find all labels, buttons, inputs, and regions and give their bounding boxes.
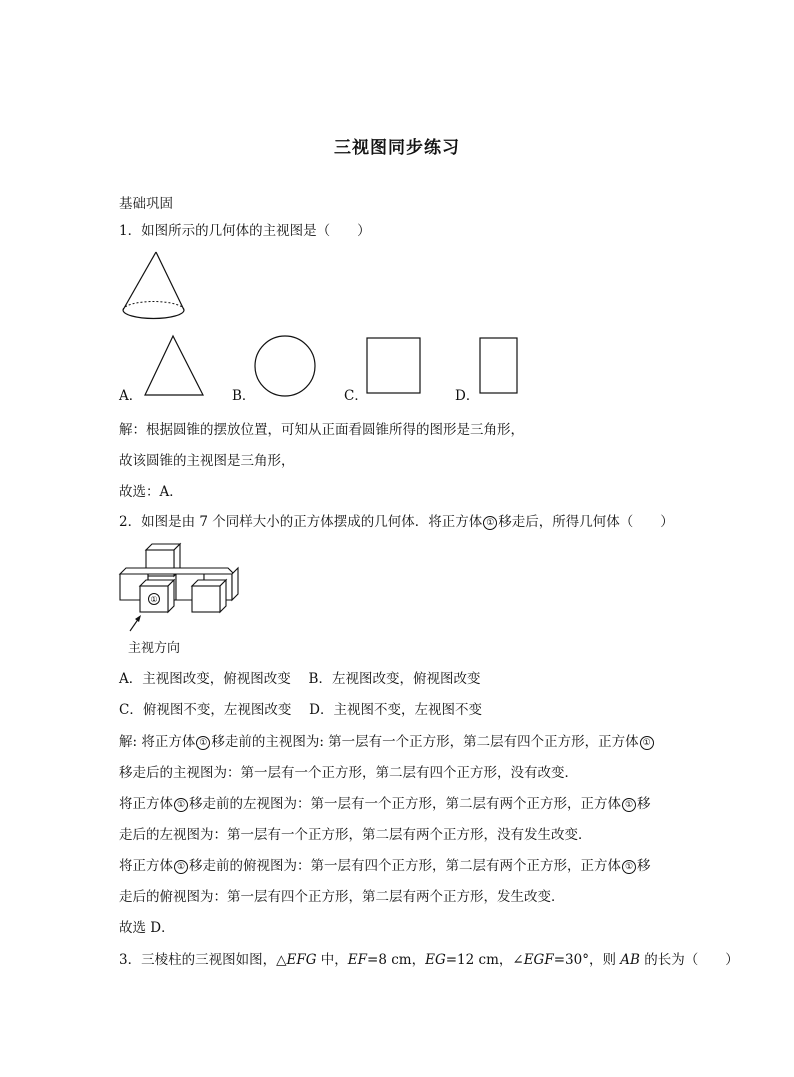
q3-stem: 3．三棱柱的三视图如图，△EFG 中，EF=8 cm，EG=12 cm，∠EGF=30°，则 AB 的长为（ ） xyxy=(119,952,739,968)
q2-solution-line-1: 解: 将正方体 ① 移走前的主视图为: 第一层有一个正方形，第二层有四个正方形，正方体 ① xyxy=(119,730,655,750)
q2-solution-line-7: 故选 D． xyxy=(119,920,175,936)
cube-one-marker: ① xyxy=(483,516,497,530)
q2-stem: 2．如图是由 7 个同样大小的正方体摆成的几何体．将正方体 ① 移走后，所得几何体（ ） xyxy=(119,514,674,530)
q1-solution-line-2: 故该圆锥的主视图是三角形， xyxy=(119,453,295,469)
q1-option-d: D． xyxy=(455,388,480,404)
q2-solution-line-4: 走后的左视图为：第一层有一个正方形，第二层有两个正方形，没有发生改变． xyxy=(119,827,592,843)
q1-option-b: B． xyxy=(232,388,256,404)
cube-one-label: ① xyxy=(150,595,158,604)
triangle-option-figure xyxy=(143,333,205,397)
q2-solution-line-2: 移走后的主视图为：第一层有一个正方形，第二层有四个正方形，没有改变． xyxy=(119,765,578,781)
circle-option-figure xyxy=(254,335,318,399)
square-option-figure xyxy=(366,337,422,395)
q1-stem: 1．如图所示的几何体的主视图是（ ） xyxy=(119,223,371,239)
q2-options-line-1: A．主视图改变，俯视图改变 B．左视图改变，俯视图改变 xyxy=(119,671,481,687)
q1-solution-line-1: 解：根据圆锥的摆放位置，可知从正面看圆锥所得的图形是三角形， xyxy=(119,422,524,438)
cubes-figure xyxy=(118,540,238,635)
page-title: 三视图同步练习 xyxy=(334,138,460,158)
cone-figure xyxy=(118,248,190,323)
q2-solution-line-6: 走后的俯视图为：第一层有四个正方形，第二层有两个正方形，发生改变． xyxy=(119,889,565,905)
q1-solution-line-3: 故选：A． xyxy=(119,484,183,500)
q2-solution-line-5: 将正方体 ① 移走前的俯视图为：第一层有四个正方形，第二层有两个正方形，正方体 ① 移 xyxy=(119,858,651,874)
q1-option-c: C． xyxy=(344,388,368,404)
q2-options-line-2: C．俯视图不变，左视图改变 D．主视图不变，左视图不变 xyxy=(119,702,482,718)
q1-option-a: A． xyxy=(119,388,143,404)
view-direction-label: 主视方向 xyxy=(128,641,181,656)
section-heading: 基础巩固 xyxy=(119,196,173,212)
rectangle-option-figure xyxy=(479,337,519,395)
q2-solution-line-3: 将正方体 ① 移走前的左视图为：第一层有一个正方形，第二层有两个正方形，正方体 ① 移 xyxy=(119,796,651,812)
